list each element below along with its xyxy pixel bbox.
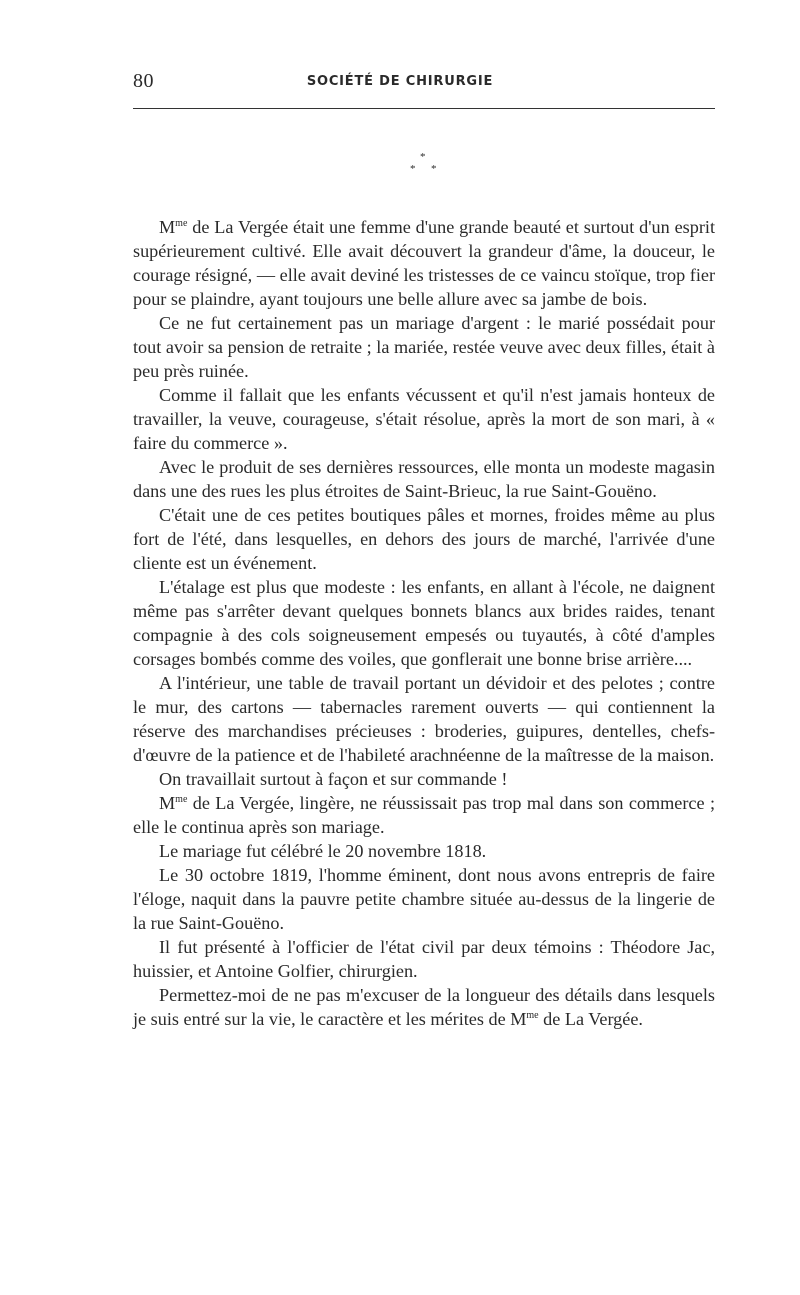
header-rule	[133, 108, 715, 109]
paragraph: Le mariage fut célébré le 20 novembre 1818.	[159, 841, 487, 861]
asterism-star-left: *	[410, 163, 416, 175]
paragraph: $M^{me}$ de La Vergée, lingère, ne réussissait pas trop mal dans son commerce ; elle le continua après son mariage.	[133, 793, 715, 837]
abbrev-mme: $M^{me}$	[159, 217, 188, 237]
running-head: SOCIÉTÉ DE CHIRURGIE	[306, 74, 494, 89]
paragraph: Permettez-moi de ne pas m'excuser de la longueur des détails dans lesquels je suis entré sur la vie, le caractère et les mérites de $M^{me}$ de La Vergée.	[133, 985, 715, 1029]
paragraph: A l'intérieur, une table de travail portant un dévidoir et des pelotes ; contre le mur, des cartons — tabernacles rarement ouverts — qui contiennent la réserve des marchandises précieuses : broderies, guipures, dentelles, chefs-d'œuvre de la patience et de l'habileté arachnéenne de la maîtresse de la maison.	[133, 673, 715, 765]
paragraph: Comme il fallait que les enfants vécussent et qu'il n'est jamais honteux de travailler, la veuve, courageuse, s'était résolue, après la mort de son mari, à « faire du commerce ».	[133, 385, 715, 453]
paragraph: Il fut présenté à l'officier de l'état civil par deux témoins : Théodore Jac, huissier, et Antoine Golfier, chirurgien.	[133, 937, 715, 981]
asterism-ornament	[404, 152, 444, 182]
abbrev-mme: $M^{me}$	[159, 793, 188, 813]
paragraph: $M^{me}$ de La Vergée était une femme d'une grande beauté et surtout d'un esprit supérieurement cultivé. Elle avait découvert la grandeur d'âme, la douceur, le courage résigné, — elle avait deviné les tristesses de ce vaincu stoïque, trop fier pour se plaindre, ayant toujours une belle allure avec sa jambe de bois.	[133, 217, 715, 309]
paragraph: On travaillait surtout à façon et sur commande !	[159, 769, 508, 789]
paragraph: L'étalage est plus que modeste : les enfants, en allant à l'école, ne daignent même pas s'arrêter devant quelques bonnets blancs aux brides raides, tenant compagnie à des cols soigneusement empesés ou tuyautés, à côté d'amples corsages bombés comme des voiles, que gonflerait une bonne brise arrière....	[133, 577, 715, 669]
abbrev-mme: $M^{me}$	[510, 1009, 539, 1029]
asterism-star-top: *	[420, 151, 426, 163]
paragraph: C'était une de ces petites boutiques pâles et mornes, froides même au plus fort de l'été, dans lesquelles, en dehors des jours de marché, l'arrivée d'une cliente est un événement.	[133, 505, 715, 573]
asterism-star-right: *	[431, 163, 437, 175]
paragraph: Avec le produit de ses dernières ressources, elle monta un modeste magasin dans une des rues les plus étroites de Saint-Brieuc, la rue Saint-Gouëno.	[133, 457, 715, 501]
body-text	[133, 215, 715, 1031]
page-number: 80	[133, 70, 154, 92]
paragraph: Ce ne fut certainement pas un mariage d'argent : le marié possédait pour tout avoir sa pension de retraite ; la mariée, restée veuve avec deux filles, était à peu près ruinée.	[133, 313, 715, 381]
paragraph: Le 30 octobre 1819, l'homme éminent, dont nous avons entrepris de faire l'éloge, naquit dans la pauvre petite chambre située au-dessus de la lingerie de la rue Saint-Gouëno.	[133, 865, 715, 933]
